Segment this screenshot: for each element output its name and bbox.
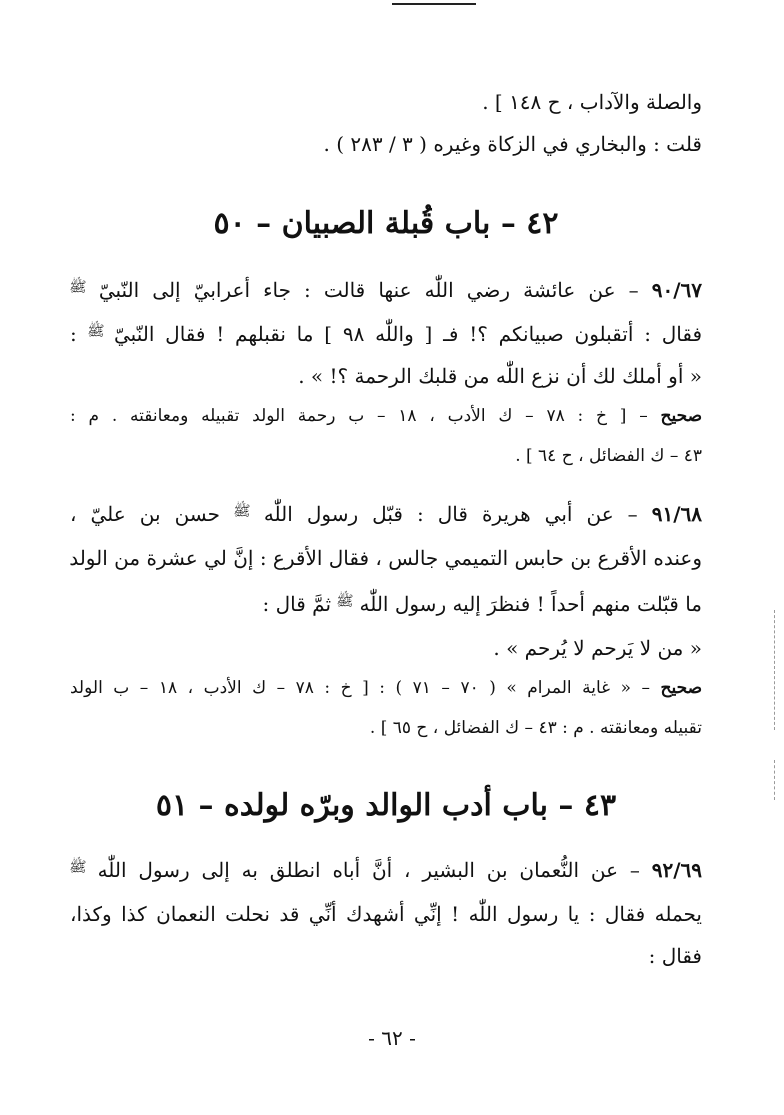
- top-rule: [392, 3, 476, 5]
- hadith-text: :: [70, 322, 88, 346]
- chapter-heading: ٤٣ – باب أدب الوالد وبرّه لولده – ٥١: [155, 788, 617, 823]
- hadith-block: [70, 492, 702, 746]
- takhrij-line: ٤٣ – ك الفضائل ، ح ٦٤ ] .: [515, 446, 702, 466]
- page-number: - ٦٢ -: [368, 1026, 416, 1050]
- margin-mark: [774, 760, 775, 800]
- takhrij-line: [70, 670, 702, 706]
- hadith-block: [70, 848, 702, 976]
- margin-mark: [774, 610, 775, 730]
- honorific-glyph: ﷺ: [336, 593, 354, 610]
- hadith-text: ثمَّ قال :: [262, 592, 338, 616]
- hadith-text: فقال : أتقبلون صبيانكم ؟! فـ [ واللّٰه ٩٨ ] ما نقبلهم ! فقال النّبيّ: [114, 322, 702, 346]
- honorific-glyph: ﷺ: [69, 279, 87, 296]
- grade-label: صحيح: [660, 678, 703, 698]
- honorific-glyph: ﷺ: [233, 503, 251, 520]
- hadith-line: [70, 848, 702, 890]
- chapter-heading: ٤٢ – باب قُبلة الصبيان – ٥٠: [213, 206, 559, 241]
- takhrij-line: [70, 398, 702, 434]
- hadith-block: [70, 268, 702, 474]
- hadith-line: يحمله فقال : يا رسول اللّٰه ! إنِّي أشهدك أنِّي قد نحلت النعمان كذا وكذا،: [70, 902, 702, 926]
- hadith-text: حسن بن عليّ ،: [70, 502, 235, 526]
- hadith-line: « من لا يَرحم لا يُرحم » .: [493, 636, 702, 660]
- page-body: [70, 82, 702, 976]
- hadith-line: [70, 312, 702, 354]
- hadith-number: ٩٢/٦٩: [651, 858, 703, 882]
- honorific-glyph: ﷺ: [69, 859, 87, 876]
- hadith-number: ٩٠/٦٧: [651, 278, 702, 302]
- hadith-line: « أو أملك لك أن نزع اللّٰه من قلبك الرحمة ؟! » .: [298, 364, 702, 388]
- grade-label: صحيح: [660, 406, 703, 426]
- takhrij-text: – « غاية المرام » ( ٧٠ – ٧١ ) : [ خ : ٧٨ – ك الأدب ، ١٨ – ب الولد: [70, 678, 661, 698]
- intro-line: والصلة والآداب ، ح ١٤٨ ] .: [482, 90, 702, 114]
- takhrij-line: تقبيله ومعانقته . م : ٤٣ – ك الفضائل ، ح ٦٥ ] .: [369, 718, 702, 738]
- hadith-number: ٩١/٦٨: [651, 502, 702, 526]
- hadith-text: – عن النُّعمان بن البشير ، أنَّ أباه انطلق به إلى رسول اللّٰه: [97, 858, 652, 882]
- takhrij-text: – [ خ : ٧٨ – ك الأدب ، ١٨ – ب رحمة الولد تقبيله ومعانقته . م :: [70, 406, 661, 426]
- hadith-text: – عن أبي هريرة قال : قبّل رسول اللّٰه: [263, 502, 652, 526]
- hadith-line: فقال :: [648, 944, 702, 968]
- hadith-text: ما قبّلت منهم أحداً ! فنظرَ إليه رسول اللّٰه: [359, 592, 702, 616]
- intro-line: قلت : والبخاري في الزكاة وغيره ( ٣ / ٢٨٣ ) .: [323, 132, 702, 156]
- hadith-line: وعنده الأقرع بن حابس التميمي جالس ، فقال الأقرع : إنَّ لي عشرة من الولد: [69, 546, 702, 570]
- hadith-line: [70, 492, 702, 534]
- honorific-glyph: ﷺ: [86, 323, 105, 340]
- hadith-text: – عن عائشة رضي اللّٰه عنها قالت : جاء أعرابيّ إلى النّبيّ: [98, 278, 652, 302]
- hadith-line: [70, 268, 702, 310]
- hadith-line: [70, 582, 702, 624]
